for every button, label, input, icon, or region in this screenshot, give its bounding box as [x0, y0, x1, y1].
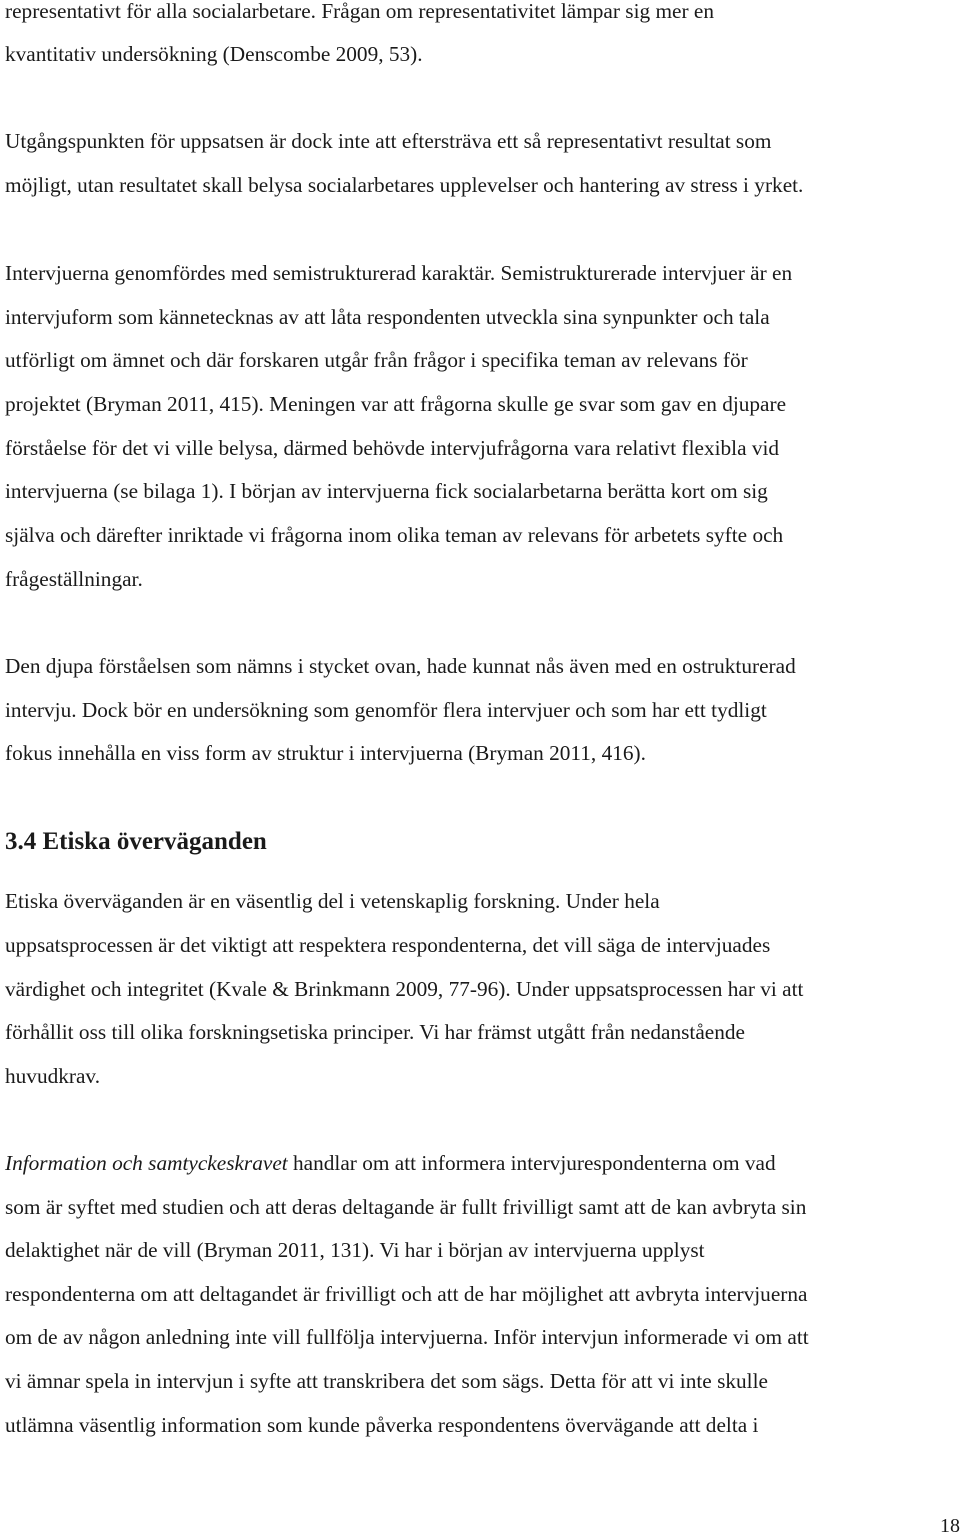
- section-heading: 3.4 Etiska överväganden: [5, 828, 267, 855]
- paragraph-3-line-5: förståelse för det vi ville belysa, därmed behövde intervjufrågorna vara relativt flexibla vid: [5, 436, 780, 460]
- paragraph-3-line-2: intervjuform som kännetecknas av att låta respondenten utveckla sina synpunkter och tala: [5, 305, 770, 329]
- paragraph-6-line-3: delaktighet när de vill (Bryman 2011, 131). Vi har i början av intervjuerna upplyst: [5, 1238, 705, 1262]
- paragraph-6-line-4: respondenterna om att deltagandet är frivilligt och att de har möjlighet att avbryta intervjuerna: [5, 1282, 808, 1306]
- paragraph-4-line-3: fokus innehålla en viss form av struktur i intervjuerna (Bryman 2011, 416).: [5, 741, 646, 765]
- paragraph-6-line-5: om de av någon anledning inte vill fullfölja intervjuerna. Inför intervjun informerade vi om att: [5, 1325, 809, 1349]
- paragraph-3-line-4: projektet (Bryman 2011, 415). Meningen var att frågorna skulle ge svar som gav en djupare: [5, 392, 787, 416]
- italic-term: Information och samtyckeskravet: [5, 1151, 288, 1175]
- paragraph-6-line-1: [5, 1150, 776, 1176]
- paragraph-6-line-2: som är syftet med studien och att deras deltagande är fullt frivilligt samt att de kan avbryta sin: [5, 1195, 807, 1219]
- paragraph-1-line-1: representativt för alla socialarbetare. Frågan om representativitet lämpar sig mer en: [5, 0, 714, 23]
- paragraph-6-line-7: utlämna väsentlig information som kunde påverka respondentens övervägande att delta i: [5, 1413, 759, 1437]
- paragraph-5-line-4: förhållit oss till olika forskningsetiska principer. Vi har främst utgått från nedanstående: [5, 1020, 745, 1044]
- paragraph-3-line-7: själva och därefter inriktade vi frågorna inom olika teman av relevans för arbetets syfte och: [5, 523, 784, 547]
- paragraph-6-line-6: vi ämnar spela in intervjun i syfte att transkribera det som sägs. Detta för att vi inte skulle: [5, 1369, 768, 1393]
- paragraph-2-line-2: möjligt, utan resultatet skall belysa socialarbetares upplevelser och hantering av stress i yrket.: [5, 173, 804, 197]
- paragraph-1-line-2: kvantitativ undersökning (Denscombe 2009, 53).: [5, 42, 423, 66]
- paragraph-3-line-6: intervjuerna (se bilaga 1). I början av intervjuerna fick socialarbetarna berätta kort om sig: [5, 479, 768, 503]
- page-number: 18: [940, 1515, 960, 1537]
- paragraph-5-line-1: Etiska överväganden är en väsentlig del i vetenskaplig forskning. Under hela: [5, 889, 660, 913]
- paragraph-5-line-5: huvudkrav.: [5, 1064, 101, 1088]
- paragraph-3-line-8: frågeställningar.: [5, 567, 143, 591]
- paragraph-3-line-1: Intervjuerna genomfördes med semistrukturerad karaktär. Semistrukturerade intervjuer är en: [5, 261, 793, 285]
- paragraph-4-line-1: Den djupa förståelsen som nämns i stycket ovan, hade kunnat nås även med en ostrukturerad: [5, 654, 796, 678]
- paragraph-5-line-3: värdighet och integritet (Kvale & Brinkmann 2009, 77-96). Under uppsatsprocessen har vi att: [5, 977, 804, 1001]
- paragraph-2-line-1: Utgångspunkten för uppsatsen är dock inte att eftersträva ett så representativt resultat som: [5, 129, 772, 153]
- paragraph-5-line-2: uppsatsprocessen är det viktigt att respektera respondenterna, det vill säga de intervjuades: [5, 933, 771, 957]
- paragraph-6-line-1-text: handlar om att informera intervjurespondenterna om vad: [287, 1151, 776, 1175]
- paragraph-4-line-2: intervju. Dock bör en undersökning som genomför flera intervjuer och som har ett tydligt: [5, 698, 767, 722]
- paragraph-3-line-3: utförligt om ämnet och där forskaren utgår från frågor i specifika teman av relevans för: [5, 348, 748, 372]
